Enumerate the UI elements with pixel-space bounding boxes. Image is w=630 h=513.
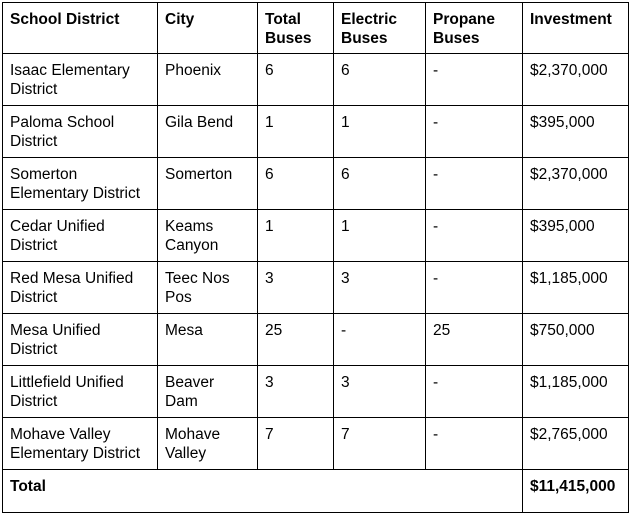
bus-investment-table (2, 2, 629, 513)
cell-propane-buses: - (426, 210, 523, 262)
cell-city: Keams Canyon (158, 210, 258, 262)
cell-electric-buses: 6 (334, 158, 426, 210)
cell-school-district: Somerton Elementary District (3, 158, 158, 210)
cell-city: Mohave Valley (158, 418, 258, 470)
cell-school-district: Mesa Unified District (3, 314, 158, 366)
table-row (3, 54, 629, 106)
cell-city: Mesa (158, 314, 258, 366)
cell-total-buses: 6 (258, 158, 334, 210)
cell-investment: $395,000 (523, 210, 629, 262)
cell-propane-buses: - (426, 54, 523, 106)
total-label: Total (3, 470, 523, 513)
cell-school-district: Red Mesa Unified District (3, 262, 158, 314)
cell-school-district: Paloma School District (3, 106, 158, 158)
cell-investment: $750,000 (523, 314, 629, 366)
cell-total-buses: 3 (258, 366, 334, 418)
cell-total-buses: 7 (258, 418, 334, 470)
header-electric-buses: Electric Buses (334, 3, 426, 54)
cell-electric-buses: - (334, 314, 426, 366)
cell-total-buses: 6 (258, 54, 334, 106)
cell-school-district: Cedar Unified District (3, 210, 158, 262)
cell-city: Phoenix (158, 54, 258, 106)
cell-total-buses: 3 (258, 262, 334, 314)
header-investment: Investment (523, 3, 629, 54)
total-investment: $11,415,000 (523, 470, 629, 513)
cell-total-buses: 1 (258, 210, 334, 262)
cell-total-buses: 25 (258, 314, 334, 366)
cell-propane-buses: - (426, 366, 523, 418)
cell-school-district: Isaac Elementary District (3, 54, 158, 106)
header-total-buses: Total Buses (258, 3, 334, 54)
table-row (3, 262, 629, 314)
table-header-row (3, 3, 629, 54)
cell-investment: $1,185,000 (523, 366, 629, 418)
cell-investment: $395,000 (523, 106, 629, 158)
cell-electric-buses: 7 (334, 418, 426, 470)
table-row (3, 366, 629, 418)
cell-electric-buses: 6 (334, 54, 426, 106)
cell-school-district: Mohave Valley Elementary District (3, 418, 158, 470)
cell-city: Somerton (158, 158, 258, 210)
cell-electric-buses: 3 (334, 262, 426, 314)
table-row (3, 210, 629, 262)
cell-propane-buses: - (426, 106, 523, 158)
cell-investment: $1,185,000 (523, 262, 629, 314)
cell-electric-buses: 1 (334, 210, 426, 262)
cell-propane-buses: - (426, 418, 523, 470)
table-row (3, 158, 629, 210)
table-row (3, 314, 629, 366)
header-propane-buses: Propane Buses (426, 3, 523, 54)
cell-electric-buses: 1 (334, 106, 426, 158)
header-city: City (158, 3, 258, 54)
cell-electric-buses: 3 (334, 366, 426, 418)
cell-school-district: Littlefield Unified District (3, 366, 158, 418)
cell-investment: $2,370,000 (523, 158, 629, 210)
cell-investment: $2,370,000 (523, 54, 629, 106)
table-total-row (3, 470, 629, 513)
table-row (3, 106, 629, 158)
table-row (3, 418, 629, 470)
header-school-district: School District (3, 3, 158, 54)
cell-propane-buses: - (426, 262, 523, 314)
cell-propane-buses: 25 (426, 314, 523, 366)
cell-city: Gila Bend (158, 106, 258, 158)
cell-investment: $2,765,000 (523, 418, 629, 470)
cell-city: Beaver Dam (158, 366, 258, 418)
cell-propane-buses: - (426, 158, 523, 210)
cell-city: Teec Nos Pos (158, 262, 258, 314)
cell-total-buses: 1 (258, 106, 334, 158)
